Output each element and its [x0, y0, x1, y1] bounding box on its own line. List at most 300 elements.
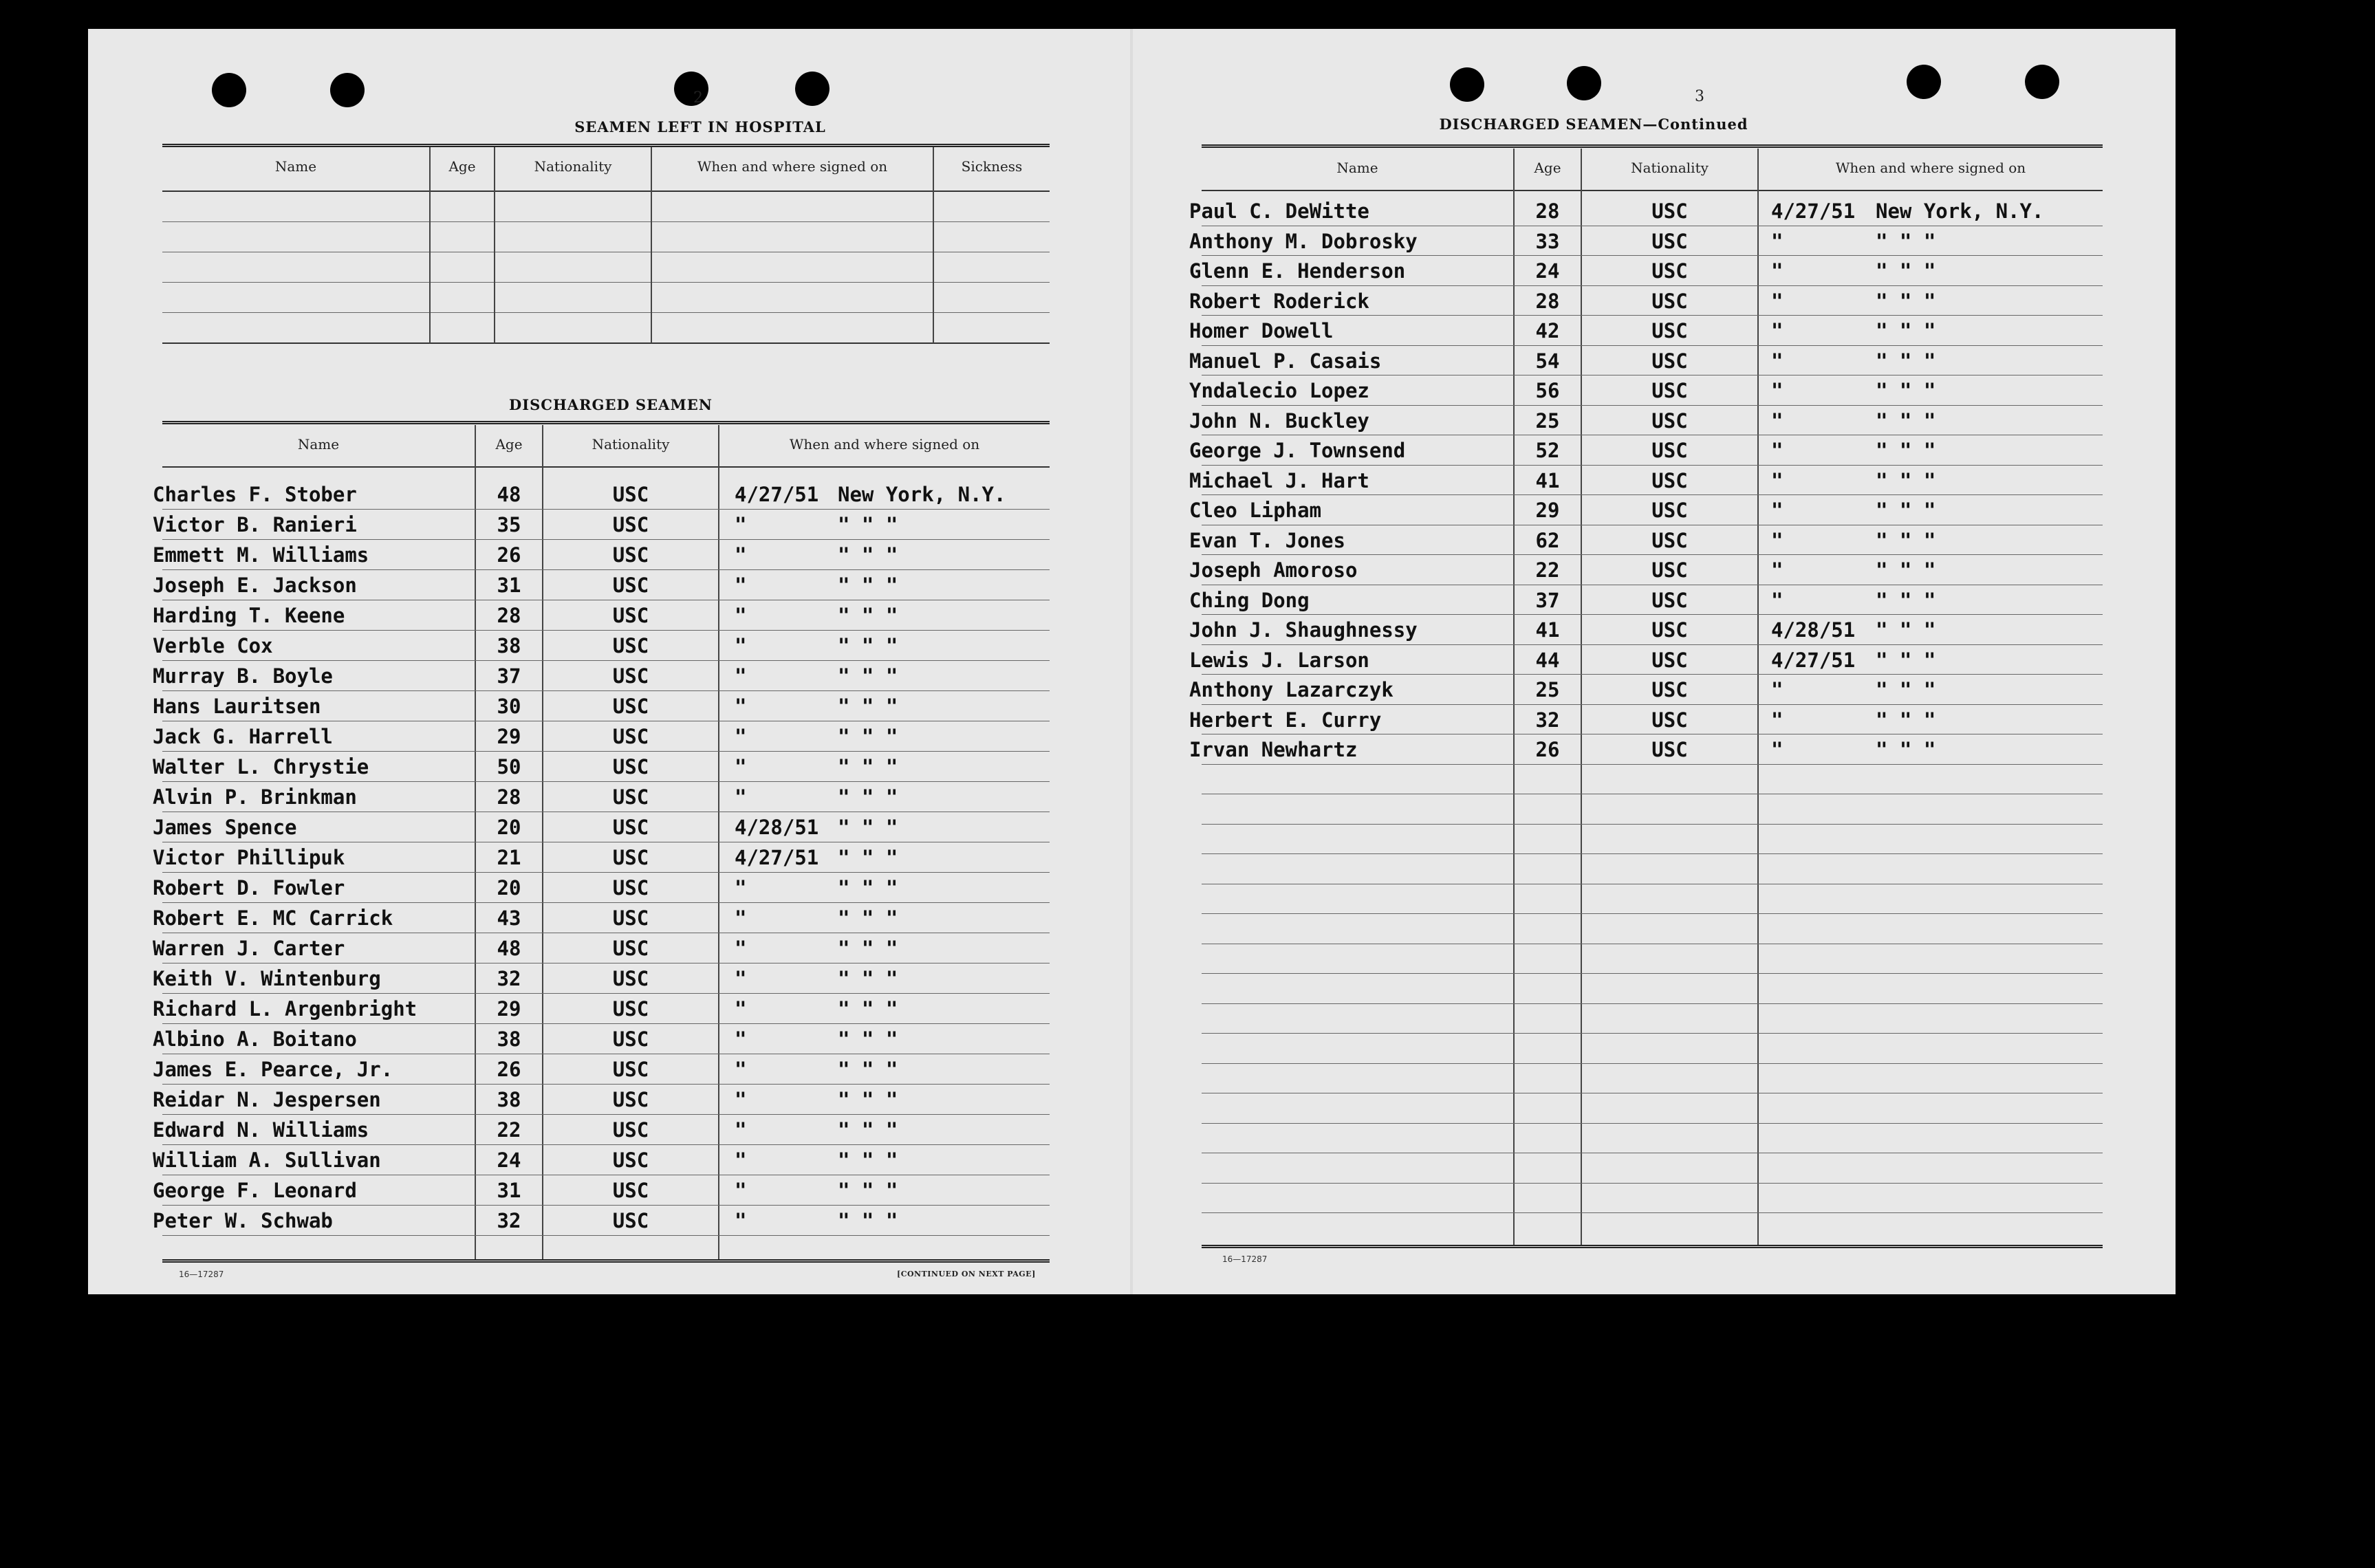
- signed-on-date: ": [1771, 528, 1783, 552]
- table-top-rule: [1202, 144, 2103, 148]
- seaman-name: Keith V. Wintenburg: [153, 967, 381, 990]
- seaman-nationality: USC: [1651, 409, 1688, 433]
- table-row: [1133, 349, 2165, 380]
- table-row: [88, 1027, 1120, 1058]
- signed-on-place: " " ": [1876, 229, 1936, 253]
- seaman-name: Yndalecio Lopez: [1189, 379, 1369, 402]
- ruled-line: [162, 872, 1050, 873]
- seaman-nationality: USC: [1651, 229, 1688, 253]
- seaman-age: 42: [1535, 319, 1560, 342]
- table-row: [88, 1148, 1120, 1179]
- signed-on-place: " " ": [838, 937, 898, 960]
- seaman-nationality: USC: [612, 513, 649, 536]
- seaman-name: Anthony Lazarczyk: [1189, 678, 1393, 701]
- seaman-nationality: USC: [1651, 708, 1688, 732]
- ruled-line: [162, 751, 1050, 752]
- seaman-nationality: USC: [612, 1027, 649, 1051]
- signed-on-date: ": [1771, 439, 1783, 462]
- left-page: [88, 29, 1130, 1294]
- signed-on-date: 4/27/51: [1771, 199, 1856, 223]
- table-row: [1133, 319, 2165, 349]
- header-rule: [162, 190, 1050, 192]
- signed-on-date: ": [1771, 738, 1783, 761]
- signed-on-place: " " ": [1876, 708, 1936, 732]
- ruled-line: [1202, 704, 2103, 705]
- signed-on-date: 4/28/51: [735, 816, 819, 839]
- signed-on-place: " " ": [838, 846, 898, 869]
- seaman-age: 28: [497, 604, 521, 627]
- seaman-nationality: USC: [1651, 648, 1688, 672]
- ruled-line: [1202, 1003, 2103, 1004]
- seaman-nationality: USC: [612, 1058, 649, 1081]
- hospital-section-title: SEAMEN LEFT IN HOSPITAL: [574, 118, 826, 135]
- table-bottom-rule: [162, 1259, 1050, 1263]
- signed-on-date: ": [735, 1209, 747, 1232]
- ruled-line: [162, 539, 1050, 540]
- table-row: [88, 906, 1120, 937]
- column-header: Name: [274, 158, 317, 175]
- ruled-line: [162, 660, 1050, 661]
- seaman-name: Lewis J. Larson: [1189, 648, 1369, 672]
- signed-on-place: " " ": [838, 1209, 898, 1232]
- seaman-age: 44: [1535, 648, 1560, 672]
- ruled-line: [1202, 913, 2103, 914]
- signed-on-place: " " ": [1876, 618, 1936, 642]
- signed-on-date: ": [735, 876, 747, 900]
- ruled-line: [1202, 1063, 2103, 1064]
- ruled-line: [162, 1144, 1050, 1145]
- seaman-age: 29: [1535, 499, 1560, 522]
- seaman-age: 30: [497, 695, 521, 718]
- seaman-age: 21: [497, 846, 521, 869]
- signed-on-place: " " ": [838, 967, 898, 990]
- seaman-age: 41: [1535, 618, 1560, 642]
- seaman-name: Charles F. Stober: [153, 483, 357, 506]
- seaman-age: 26: [1535, 738, 1560, 761]
- seaman-age: 48: [497, 937, 521, 960]
- seaman-age: 26: [497, 1058, 521, 1081]
- seaman-name: George J. Townsend: [1189, 439, 1406, 462]
- column-header: Nationality: [592, 436, 670, 453]
- column-header: Name: [1336, 160, 1378, 176]
- seaman-nationality: USC: [612, 937, 649, 960]
- table-row: [1133, 439, 2165, 469]
- seaman-nationality: USC: [612, 543, 649, 567]
- table-row: [1133, 230, 2165, 260]
- signed-on-date: ": [1771, 468, 1783, 492]
- seaman-name: Harding T. Keene: [153, 604, 345, 627]
- ruled-line: [162, 1114, 1050, 1115]
- table-row: [1133, 589, 2165, 619]
- discharged-continued-title: DISCHARGED SEAMEN—Continued: [1439, 116, 1748, 133]
- signed-on-date: 4/27/51: [735, 846, 819, 869]
- signed-on-place: " " ": [1876, 319, 1936, 342]
- seaman-name: Anthony M. Dobrosky: [1189, 229, 1418, 253]
- signed-on-date: 4/27/51: [735, 483, 819, 506]
- signed-on-date: ": [1771, 409, 1783, 433]
- seaman-name: Victor Phillipuk: [153, 846, 345, 869]
- seaman-nationality: USC: [612, 997, 649, 1021]
- seaman-nationality: USC: [1651, 588, 1688, 612]
- seaman-name: Glenn E. Henderson: [1189, 259, 1406, 283]
- column-header: Name: [297, 436, 340, 453]
- signed-on-place: " " ": [838, 634, 898, 657]
- table-bottom-rule: [162, 342, 1050, 344]
- table-top-rule: [162, 421, 1050, 424]
- seaman-name: Joseph E. Jackson: [153, 574, 357, 597]
- header-rule: [1202, 190, 2103, 191]
- seaman-age: 54: [1535, 349, 1560, 373]
- seaman-age: 32: [497, 1209, 521, 1232]
- page-number: 3: [1695, 88, 1704, 105]
- table-row: [88, 967, 1120, 997]
- seaman-age: 62: [1535, 528, 1560, 552]
- column-header: Age: [1534, 160, 1561, 176]
- seaman-nationality: USC: [1651, 349, 1688, 373]
- seaman-age: 28: [497, 785, 521, 809]
- signed-on-date: ": [735, 967, 747, 990]
- signed-on-date: ": [1771, 289, 1783, 313]
- seaman-name: Herbert E. Curry: [1189, 708, 1382, 732]
- signed-on-date: ": [735, 513, 747, 536]
- table-row: [88, 937, 1120, 967]
- seaman-age: 38: [497, 634, 521, 657]
- seaman-age: 24: [1535, 259, 1560, 283]
- ruled-line: [162, 902, 1050, 903]
- ruled-line: [1202, 1033, 2103, 1034]
- signed-on-date: ": [735, 1179, 747, 1202]
- right-page: [1133, 29, 2176, 1294]
- signed-on-place: " " ": [1876, 648, 1936, 672]
- column-header: Sickness: [961, 158, 1023, 175]
- signed-on-place: " " ": [838, 816, 898, 839]
- seaman-nationality: USC: [612, 846, 649, 869]
- seaman-age: 29: [497, 997, 521, 1021]
- seaman-nationality: USC: [1651, 618, 1688, 642]
- table-row: [1133, 469, 2165, 499]
- ruled-line: [162, 1084, 1050, 1085]
- seaman-name: Reidar N. Jespersen: [153, 1088, 381, 1111]
- signed-on-place: " " ": [1876, 468, 1936, 492]
- seaman-name: Irvan Newhartz: [1189, 738, 1358, 761]
- column-header: When and where signed on: [697, 158, 888, 175]
- signed-on-date: ": [735, 1027, 747, 1051]
- ruled-line: [1202, 494, 2103, 495]
- signed-on-date: ": [735, 1058, 747, 1081]
- seaman-nationality: USC: [1651, 199, 1688, 223]
- signed-on-date: ": [735, 1118, 747, 1142]
- signed-on-place: " " ": [1876, 588, 1936, 612]
- signed-on-date: ": [735, 1088, 747, 1111]
- table-row: [88, 574, 1120, 604]
- ruled-line: [1202, 1212, 2103, 1213]
- ruled-line: [162, 282, 1050, 283]
- signed-on-date: ": [735, 574, 747, 597]
- table-row: [1133, 199, 2165, 230]
- signed-on-date: ": [1771, 588, 1783, 612]
- seaman-nationality: USC: [1651, 289, 1688, 313]
- seaman-name: John N. Buckley: [1189, 409, 1369, 433]
- signed-on-place: " " ": [1876, 289, 1936, 313]
- signed-on-date: ": [735, 906, 747, 930]
- column-divider: [494, 147, 495, 343]
- ruled-line: [1202, 674, 2103, 675]
- signed-on-date: ": [1771, 379, 1783, 402]
- table-row: [88, 816, 1120, 846]
- seaman-nationality: USC: [612, 967, 649, 990]
- signed-on-place: " " ": [838, 1118, 898, 1142]
- signed-on-date: ": [735, 543, 747, 567]
- seaman-nationality: USC: [1651, 528, 1688, 552]
- signed-on-place: " " ": [1876, 499, 1936, 522]
- column-divider: [933, 147, 934, 343]
- seaman-nationality: USC: [1651, 499, 1688, 522]
- seaman-nationality: USC: [1651, 319, 1688, 342]
- seaman-nationality: USC: [1651, 678, 1688, 701]
- table-row: [88, 543, 1120, 574]
- seaman-age: 28: [1535, 199, 1560, 223]
- seaman-name: James Spence: [153, 816, 297, 839]
- seaman-age: 48: [497, 483, 521, 506]
- signed-on-date: 4/28/51: [1771, 618, 1856, 642]
- signed-on-place: " " ": [838, 1148, 898, 1172]
- signed-on-date: ": [1771, 499, 1783, 522]
- ruled-line: [1202, 973, 2103, 974]
- signed-on-date: ": [735, 604, 747, 627]
- seaman-age: 50: [497, 755, 521, 778]
- signed-on-place: " " ": [838, 664, 898, 688]
- ruled-line: [1202, 1123, 2103, 1124]
- signed-on-place: " " ": [1876, 439, 1936, 462]
- seaman-age: 56: [1535, 379, 1560, 402]
- signed-on-date: ": [735, 725, 747, 748]
- seaman-name: Richard L. Argenbright: [153, 997, 417, 1021]
- ruled-line: [162, 509, 1050, 510]
- column-header: When and where signed on: [789, 436, 980, 453]
- ruled-line: [162, 1235, 1050, 1236]
- table-row: [1133, 618, 2165, 649]
- table-row: [1133, 678, 2165, 708]
- column-header: Nationality: [1631, 160, 1709, 176]
- seaman-age: 35: [497, 513, 521, 536]
- seaman-name: Hans Lauritsen: [153, 695, 321, 718]
- signed-on-place: " " ": [838, 755, 898, 778]
- ruled-line: [162, 312, 1050, 313]
- table-row: [88, 1118, 1120, 1148]
- seaman-age: 24: [497, 1148, 521, 1172]
- ruled-line: [1202, 285, 2103, 286]
- seaman-age: 25: [1535, 678, 1560, 701]
- seaman-nationality: USC: [612, 906, 649, 930]
- table-row: [88, 1179, 1120, 1209]
- seaman-name: Manuel P. Casais: [1189, 349, 1382, 373]
- signed-on-date: ": [735, 664, 747, 688]
- table-row: [88, 1058, 1120, 1088]
- signed-on-date: ": [735, 755, 747, 778]
- seaman-nationality: USC: [1651, 379, 1688, 402]
- ruled-line: [162, 630, 1050, 631]
- signed-on-place: " " ": [1876, 349, 1936, 373]
- ruled-line: [1202, 554, 2103, 555]
- seaman-nationality: USC: [612, 816, 649, 839]
- signed-on-place: " " ": [838, 906, 898, 930]
- ruled-line: [1202, 644, 2103, 645]
- seaman-name: Edward N. Williams: [153, 1118, 369, 1142]
- table-top-rule: [162, 144, 1050, 147]
- ruled-line: [1202, 345, 2103, 346]
- seaman-name: Verble Cox: [153, 634, 273, 657]
- signed-on-place: " " ": [838, 876, 898, 900]
- table-row: [88, 785, 1120, 816]
- seaman-age: 33: [1535, 229, 1560, 253]
- signed-on-place: " " ": [838, 604, 898, 627]
- seaman-age: 37: [497, 664, 521, 688]
- signed-on-date: ": [1771, 678, 1783, 701]
- table-row: [88, 755, 1120, 785]
- seaman-age: 38: [497, 1088, 521, 1111]
- table-row: [1133, 529, 2165, 559]
- table-row: [88, 1088, 1120, 1118]
- seaman-nationality: USC: [612, 1088, 649, 1111]
- signed-on-place: " " ": [1876, 379, 1936, 402]
- ruled-line: [1202, 614, 2103, 615]
- table-row: [1133, 290, 2165, 320]
- seaman-name: Emmett M. Williams: [153, 543, 369, 567]
- seaman-name: Evan T. Jones: [1189, 528, 1345, 552]
- seaman-age: 52: [1535, 439, 1560, 462]
- signed-on-place: " " ": [838, 1179, 898, 1202]
- signed-on-date: 4/27/51: [1771, 648, 1856, 672]
- signed-on-date: ": [1771, 558, 1783, 582]
- seaman-age: 22: [1535, 558, 1560, 582]
- table-row: [88, 725, 1120, 755]
- seaman-age: 38: [497, 1027, 521, 1051]
- ruled-line: [1202, 405, 2103, 406]
- seaman-nationality: USC: [612, 604, 649, 627]
- seaman-name: John J. Shaughnessy: [1189, 618, 1418, 642]
- signed-on-place: " " ": [1876, 558, 1936, 582]
- seaman-name: Ching Dong: [1189, 588, 1310, 612]
- seaman-name: Robert D. Fowler: [153, 876, 345, 900]
- discharged-section-title: DISCHARGED SEAMEN: [509, 396, 713, 413]
- signed-on-date: ": [1771, 349, 1783, 373]
- table-row: [1133, 499, 2165, 529]
- table-row: [1133, 379, 2165, 409]
- column-divider: [429, 147, 431, 343]
- seaman-name: Peter W. Schwab: [153, 1209, 333, 1232]
- seaman-name: Jack G. Harrell: [153, 725, 333, 748]
- column-divider: [651, 147, 652, 343]
- ruled-line: [162, 1023, 1050, 1024]
- seaman-age: 29: [497, 725, 521, 748]
- seaman-name: Warren J. Carter: [153, 937, 345, 960]
- ruled-line: [162, 1205, 1050, 1206]
- signed-on-place: " " ": [1876, 738, 1936, 761]
- seaman-nationality: USC: [612, 755, 649, 778]
- ruled-line: [1202, 465, 2103, 466]
- page-number: 2: [693, 89, 703, 107]
- seaman-nationality: USC: [612, 1148, 649, 1172]
- seaman-name: Albino A. Boitano: [153, 1027, 357, 1051]
- ruled-line: [1202, 1183, 2103, 1184]
- table-row: [88, 846, 1120, 876]
- table-row: [88, 483, 1120, 513]
- signed-on-date: ": [735, 997, 747, 1021]
- header-rule: [162, 466, 1050, 468]
- signed-on-date: ": [1771, 259, 1783, 283]
- signed-on-place: " " ": [838, 543, 898, 567]
- seaman-name: Cleo Lipham: [1189, 499, 1322, 522]
- form-number: 16—17287: [1222, 1254, 1268, 1264]
- signed-on-place: " " ": [838, 513, 898, 536]
- seaman-nationality: USC: [612, 695, 649, 718]
- signed-on-date: ": [735, 937, 747, 960]
- seaman-age: 25: [1535, 409, 1560, 433]
- document-sheet: [88, 29, 2176, 1294]
- seaman-nationality: USC: [612, 876, 649, 900]
- ruled-line: [162, 569, 1050, 570]
- table-row: [88, 695, 1120, 725]
- seaman-name: Homer Dowell: [1189, 319, 1334, 342]
- seaman-age: 43: [497, 906, 521, 930]
- signed-on-place: " " ": [838, 695, 898, 718]
- seaman-nationality: USC: [1651, 468, 1688, 492]
- table-row: [88, 513, 1120, 543]
- table-row: [88, 876, 1120, 906]
- seaman-name: Robert E. MC Carrick: [153, 906, 393, 930]
- signed-on-place: " " ": [838, 1088, 898, 1111]
- seaman-nationality: USC: [612, 574, 649, 597]
- signed-on-place: " " ": [838, 725, 898, 748]
- seaman-name: James E. Pearce, Jr.: [153, 1058, 393, 1081]
- seaman-name: William A. Sullivan: [153, 1148, 381, 1172]
- seaman-age: 22: [497, 1118, 521, 1142]
- table-row: [88, 664, 1120, 695]
- table-row: [1133, 738, 2165, 768]
- signed-on-place: " " ": [1876, 528, 1936, 552]
- continued-note: [CONTINUED ON NEXT PAGE]: [897, 1270, 1036, 1278]
- seaman-age: 31: [497, 1179, 521, 1202]
- seaman-age: 37: [1535, 588, 1560, 612]
- form-number: 16—17287: [179, 1270, 224, 1279]
- seaman-nationality: USC: [612, 725, 649, 748]
- table-row: [1133, 649, 2165, 679]
- signed-on-place: " " ": [1876, 409, 1936, 433]
- seaman-name: Robert Roderick: [1189, 289, 1369, 313]
- seaman-age: 20: [497, 816, 521, 839]
- seaman-nationality: USC: [1651, 439, 1688, 462]
- signed-on-place: " " ": [838, 1027, 898, 1051]
- table-row: [1133, 558, 2165, 589]
- seaman-nationality: USC: [612, 1118, 649, 1142]
- seaman-age: 20: [497, 876, 521, 900]
- table-row: [1133, 259, 2165, 290]
- seaman-name: Joseph Amoroso: [1189, 558, 1358, 582]
- signed-on-place: " " ": [1876, 259, 1936, 283]
- signed-on-place: New York, N.Y.: [838, 483, 1006, 506]
- table-row: [1133, 708, 2165, 739]
- seaman-name: Walter L. Chrystie: [153, 755, 369, 778]
- signed-on-place: " " ": [838, 574, 898, 597]
- seaman-nationality: USC: [612, 785, 649, 809]
- signed-on-date: ": [735, 695, 747, 718]
- signed-on-place: New York, N.Y.: [1876, 199, 2044, 223]
- ruled-line: [1202, 853, 2103, 854]
- signed-on-date: ": [1771, 708, 1783, 732]
- signed-on-place: " " ": [838, 1058, 898, 1081]
- column-header: When and where signed on: [1835, 160, 2026, 176]
- seaman-name: Murray B. Boyle: [153, 664, 333, 688]
